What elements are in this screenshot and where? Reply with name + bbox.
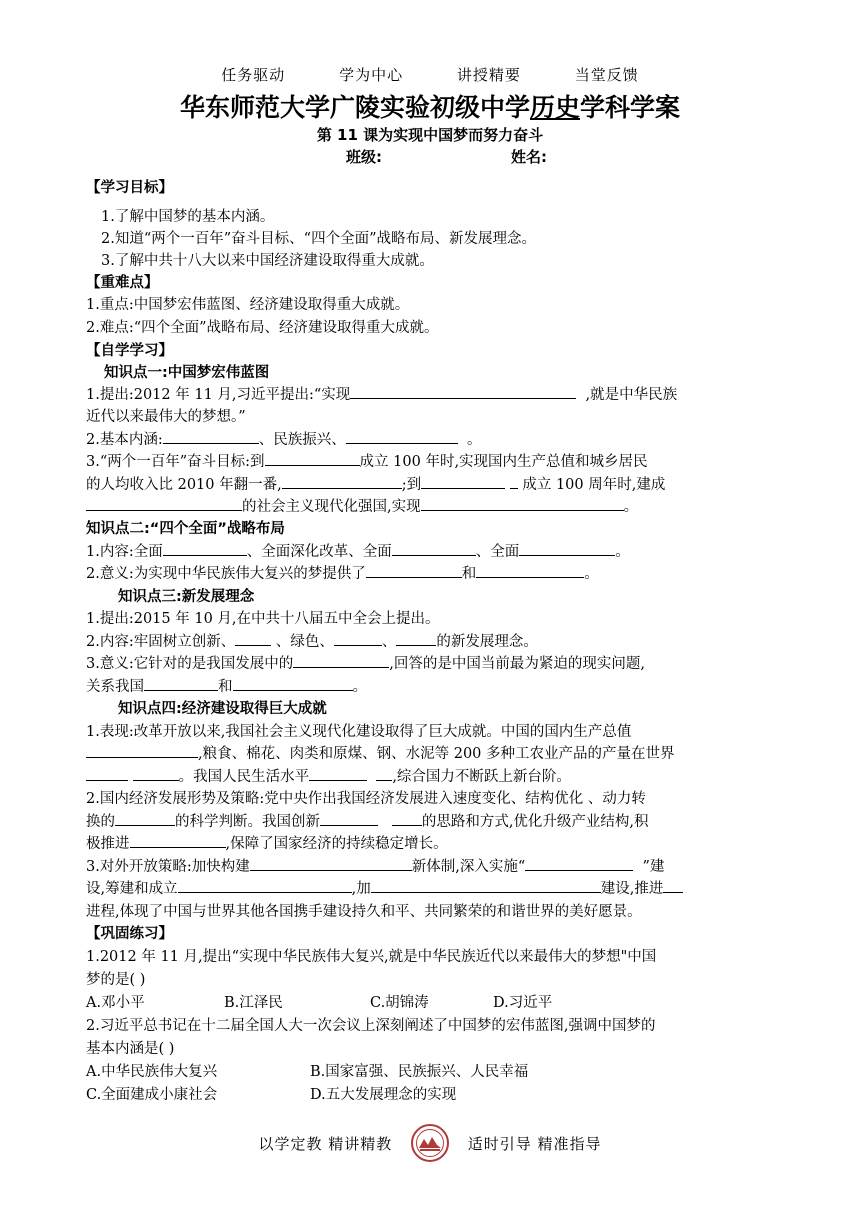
school-name: 华东师范大学广陵实验初级中学	[179, 93, 530, 122]
q2-option[interactable]: D.五大发展理念的实现	[310, 1087, 457, 1103]
k3-line-2: 2.内容:牢固树立创新、 、绿色、 、 的新发展理念。	[86, 630, 538, 651]
knowledge-point-4-title: 知识点四:经济建设取得巨大成就	[118, 701, 327, 717]
k3-line-1: 1.提出:2015 年 10 月,在中共十八届五中全会上提出。	[86, 611, 440, 627]
practice-heading: 【巩固练习】	[86, 926, 173, 942]
lesson-title: 第 11 课为实现中国梦而努力奋斗	[316, 126, 544, 144]
blank[interactable]	[476, 562, 584, 578]
k1-line-3: 2.基本内涵: 、民族振兴、 。	[86, 428, 481, 449]
k4-line-9: 进程,体现了中国与世界其他各国携手建设持久和平、共同繁荣的和谐世界的美好愿景。	[86, 904, 642, 920]
blank[interactable]	[346, 428, 458, 444]
header-tag: 任务驱动	[221, 66, 286, 84]
k1-line-2: 近代以来最伟大的梦想。”	[86, 409, 246, 425]
k3-line-4: 关系我国 和 。	[86, 675, 367, 696]
blank[interactable]	[233, 675, 353, 691]
knowledge-point-3-title: 知识点三:新发展理念	[118, 589, 255, 605]
q2-option[interactable]: B.国家富强、民族振兴、人民幸福	[310, 1064, 529, 1080]
school-logo-icon	[411, 1124, 449, 1162]
blank[interactable]	[663, 877, 683, 893]
k1-line-5: 的人均收入比 2010 年翻一番, ;到 成立 100 周年时,建成	[86, 473, 665, 494]
header-tag: 当堂反馈	[574, 66, 639, 84]
footer-motto-right: 适时引导 精准指导	[467, 1134, 602, 1153]
blank[interactable]	[510, 473, 518, 489]
blank[interactable]	[371, 877, 601, 893]
q2-option[interactable]: C.全面建成小康社会	[86, 1087, 218, 1103]
q1-option[interactable]: A.邓小平	[86, 995, 145, 1011]
blank[interactable]	[163, 428, 259, 444]
header-tags	[0, 64, 860, 85]
q1-option[interactable]: B.江泽民	[224, 995, 283, 1011]
keypoints-heading: 【重难点】	[86, 275, 159, 291]
page-title	[0, 88, 860, 124]
blank[interactable]	[163, 540, 247, 556]
header-tag: 讲授精要	[456, 66, 521, 84]
question-2-text-cont: 基本内涵是( )	[86, 1041, 175, 1057]
blank[interactable]	[309, 765, 367, 781]
k2-line-2: 2.意义:为实现中华民族伟大复兴的梦提供了 和 。	[86, 562, 599, 583]
objectives-heading: 【学习目标】	[86, 180, 173, 196]
blank[interactable]	[376, 765, 392, 781]
blank[interactable]	[525, 855, 633, 871]
name-label: 姓名:	[511, 148, 547, 166]
k1-line-1: 1.提出:2012 年 11 月,习近平提出:“实现 ,就是中华民族	[86, 383, 677, 404]
question-1-text-cont: 梦的是( )	[86, 972, 146, 988]
subject-name: 历史	[529, 93, 580, 122]
blank[interactable]	[421, 495, 624, 511]
k1-line-6: 的社会主义现代化强国,实现 。	[86, 495, 638, 516]
k4-line-7: 3.对外开放策略:加快构建 新体制,深入实施“ ”建	[86, 855, 664, 876]
k4-line-6: 极推进 ,保障了国家经济的持续稳定增长。	[86, 832, 448, 853]
knowledge-point-1-title: 知识点一:中国梦宏伟蓝图	[104, 365, 270, 381]
blank[interactable]	[421, 473, 505, 489]
k4-line-3: 。我国人民生活水平 ,综合国力不断跃上新台阶。	[86, 765, 571, 786]
keypoint-item: 2.难点:“四个全面”战略布局、经济建设取得重大成就。	[86, 320, 439, 336]
blank[interactable]	[133, 765, 179, 781]
knowledge-point-2-title: 知识点二:“四个全面”战略布局	[86, 521, 285, 537]
q1-option[interactable]: C.胡锦涛	[370, 995, 429, 1011]
blank[interactable]	[178, 877, 352, 893]
question-2-text: 2.习近平总书记在十二届全国人大一次会议上深刻阐述了中国梦的宏伟蓝图,强调中国梦的	[86, 1018, 656, 1034]
blank[interactable]	[282, 473, 402, 489]
blank[interactable]	[235, 630, 271, 646]
blank[interactable]	[144, 675, 218, 691]
k4-line-4: 2.国内经济发展形势及策略:党中央作出我国经济发展进入速度变化、结构优化 、动力转	[86, 791, 646, 807]
q1-option[interactable]: D.习近平	[493, 995, 553, 1011]
footer-motto-left: 以学定教 精讲精教	[258, 1134, 393, 1153]
k4-line-1: 1.表现:改革开放以来,我国社会主义现代化建设取得了巨大成就。中国的国内生产总值	[86, 724, 632, 740]
objective-item: 2.知道“两个一百年”奋斗目标、“四个全面”战略布局、新发展理念。	[101, 231, 536, 247]
blank[interactable]	[350, 383, 576, 399]
keypoint-item: 1.重点:中国梦宏伟蓝图、经济建设取得重大成就。	[86, 297, 410, 313]
k3-line-3: 3.意义:它针对的是我国发展中的 ,回答的是中国当前最为紧迫的现实问题,	[86, 652, 645, 673]
k4-line-8: 设,筹建和成立 ,加 建设,推进	[86, 877, 683, 898]
blank[interactable]	[86, 495, 242, 511]
blank[interactable]	[115, 810, 175, 826]
k4-line-2: ,粮食、棉花、肉类和原煤、钢、水泥等 200 多种工农业产品的产量在世界	[86, 742, 675, 763]
footer	[0, 1124, 860, 1162]
blank[interactable]	[86, 742, 198, 758]
blank[interactable]	[320, 810, 378, 826]
k2-line-1: 1.内容:全面 、全面深化改革、全面 、全面 。	[86, 540, 630, 561]
blank[interactable]	[293, 652, 389, 668]
blank[interactable]	[86, 765, 128, 781]
class-label: 班级:	[346, 148, 382, 166]
blank[interactable]	[130, 832, 226, 848]
k1-line-4: 3.“两个一百年”奋斗目标:到 成立 100 年时,实现国内生产总值和城乡居民	[86, 450, 648, 471]
question-1-text: 1.2012 年 11 月,提出“实现中华民族伟大复兴,就是中华民族近代以来最伟大的梦想"中国	[86, 949, 657, 965]
title-suffix: 学科学案	[580, 93, 681, 122]
blank[interactable]	[265, 450, 360, 466]
blank[interactable]	[334, 630, 382, 646]
blank[interactable]	[519, 540, 615, 556]
objective-item: 1.了解中国梦的基本内涵。	[101, 209, 275, 225]
blank[interactable]	[392, 540, 476, 556]
blank[interactable]	[396, 630, 436, 646]
blank[interactable]	[250, 855, 412, 871]
q2-option[interactable]: A.中华民族伟大复兴	[86, 1064, 218, 1080]
objective-item: 3.了解中共十八大以来中国经济建设取得重大成就。	[101, 253, 434, 269]
blank[interactable]	[392, 810, 422, 826]
blank[interactable]	[366, 562, 462, 578]
k4-line-5: 换的 的科学判断。我国创新 的思路和方式,优化升级产业结构,积	[86, 810, 649, 831]
header-tag: 学为中心	[339, 66, 404, 84]
selfstudy-heading: 【自学学习】	[86, 343, 173, 359]
